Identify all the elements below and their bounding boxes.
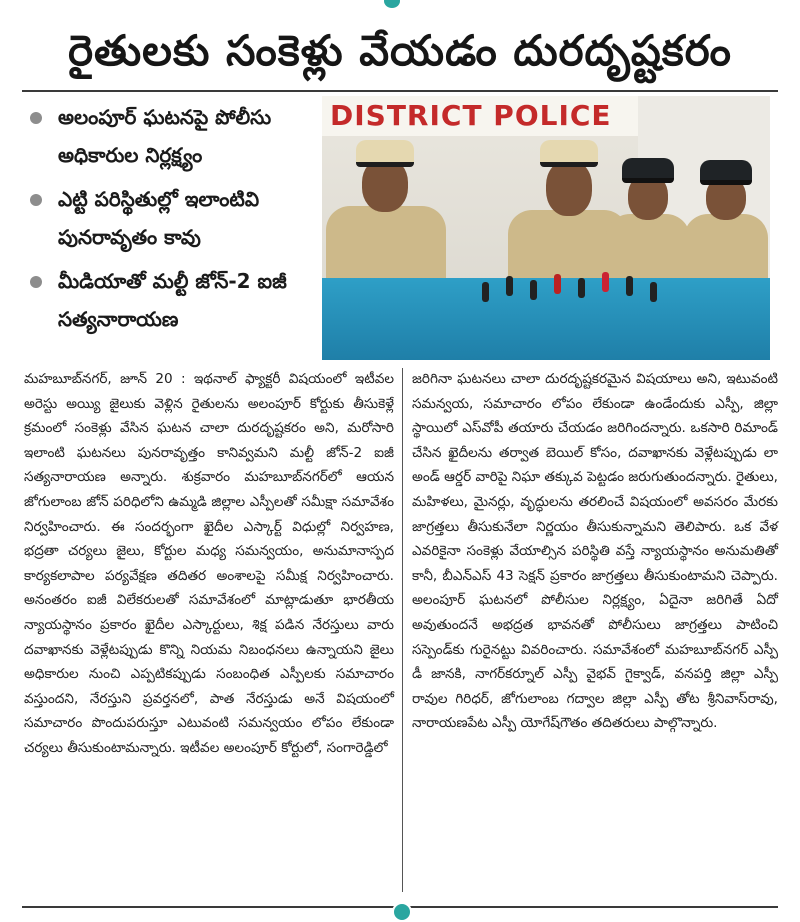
top-ornament <box>384 0 400 8</box>
microphone-icon <box>650 282 657 302</box>
bottom-ornament <box>392 902 412 922</box>
bullet-dot-icon <box>30 276 42 288</box>
article-column-2 <box>412 367 778 895</box>
microphone-icon <box>554 274 561 294</box>
highlight-item <box>28 262 318 338</box>
press-meet-photo <box>322 96 770 360</box>
highlight-text: మీడియాతో మల్టీ జోన్-2 ఐజీ సత్యనారాయణ <box>58 269 287 331</box>
microphone-icon <box>530 280 537 300</box>
microphone-icon <box>626 276 633 296</box>
highlight-item <box>28 180 318 256</box>
highlight-text: అలంపూర్ ఘటనపై పోలీసు అధికారుల నిర్లక్ష్యం <box>58 105 272 167</box>
district-police-banner: DISTRICT POLICE <box>322 96 646 136</box>
conference-table <box>322 278 770 360</box>
headline-rule <box>22 90 778 92</box>
bullet-dot-icon <box>30 194 42 206</box>
headline: రైతులకు సంకెళ్లు వేయడం దురదృష్టకరం <box>68 26 732 75</box>
article-text: మహబూబ్‌నగర్, జూన్ 20 : ఇథనాల్ ఫ్యాక్టరీ విషయంలో ఇటీవల అరెస్టు అయ్యి జైలుకు వెళ్లిన రైతులను అలంపూర్ కోర్టుకు తీసుకెళ్లే క్రమంలో సంకెళ్లు వేసిన ఘటన చాలా దురదృష్టకరం అని, మరోసారి ఇలాంటి ఘటనలు పునరావృత్తం కానివ్వమని మల్టీ జోన్-2 ఐజీ సత్యనారాయణ అన్నారు. శుక్రవారం మహబూబ్‌నగర్‌లో ఆయన జోగులాంబ జోన్ పరిధిలోని ఉమ్మడి జిల్లాల ఎస్పీలతో సమీక్షా సమావేశం నిర్వహించారు. ఈ సందర్భంగా ఖైదీల ఎస్కార్ట్ విధుల్లో నిర్వహణ, భద్రతా చర్యలు జైలు, కోర్టుల మధ్య సమన్వయం, అనుమానాస్పద కార్యకలాపాల పర్యవేక్షణ తదితర అంశాలపై సమీక్ష నిర్వహించారు. అనంతరం ఐజీ విలేకరులతో సమావేశంలో మాట్లాడుతూ భారతీయ న్యాయస్థానం ప్రకారం ఖైదీల ఎస్కార్టులు, శిక్ష పడిన నేరస్తులు వారు దవాఖానకు వెళ్లేటప్పుడు కొన్ని నియమ నిబంధనలు ఉన్నాయని జైలు అధికారుల నుంచి ఎప్పటికప్పుడు సంబంధిత ఎస్పీలకు సమాచారం వస్తుందని, నేరస్తుని ప్రవర్తనలో, పాత నేరస్తుడు అనే విషయంలో సమాచారం పొందుపరుస్తూ ఎటువంటి సమన్వయం లోపం లేకుండా చర్యలు తీసుకుంటామన్నారు. ఇటీవల అలంపూర్ కోర్టులో, సంగారెడ్డిలో <box>24 371 394 756</box>
highlights-list <box>28 98 318 360</box>
article-text: జరిగినా ఘటనలు చాలా దురదృష్టకరమైన విషయాలు అని, ఇటువంటి సమన్వయ, సమాచారం లోపం లేకుండా ఉండేందుకు ఎస్పీ, జిల్లా స్థాయిలో ఎస్‌వోపీ తయారు చేయడం జరిగిందన్నారు. ఒకసారి రిమాండ్ చేసిన ఖైదీలను తర్వాత బెయిల్ కోసం, దవాఖానకు వెళ్లేటప్పుడు లా అండ్ ఆర్డర్ వారిపై నిఘా తక్కువ పెట్టడం జరుగుతుందన్నారు. రైతులు, మహిళలు, మైనర్లు, వృద్ధులను తరలించే విషయంలో అవసరం మేరకు జాగ్రత్తలు తీసుకునేలా నిర్ణయం తీసుకున్నామని తెలిపారు. ఒక వేళ ఎవరికైనా సంకెళ్లు వేయాల్సిన పరిస్థితి వస్తే న్యాయస్థానం అనుమతితో కానీ, బీఎన్ఎస్ 43 సెక్షన్ ప్రకారం జాగ్రత్తలు తీసుకుంటామని చెప్పారు. అలంపూర్ ఘటనలో పోలీసుల నిర్లక్ష్యం, ఏదైనా జరిగితే ఏదో అవుతుందనే అభద్రత భావనతో పోలీసులు జాగ్రత్తలు పాటించి సస్పెండ్‌కు గురైనట్టు వివరించారు. సమావేశంలో మహబూబ్‌నగర్ ఎస్పీ డీ జానకి, నాగర్‌కర్నూల్ ఎస్పీ వైభవ్ గైక్వాడ్, వనపర్తి జిల్లా ఎస్పీ రావుల గిరిధర్, జోగులాంబ గద్వాల జిల్లా ఎస్పీ తోట శ్రీనివాస్‌రావు, నారాయణపేట ఎస్పీ యోగేష్‌గౌతం తదితరులు పాల్గొన్నారు. <box>412 371 778 732</box>
microphone-icon <box>482 282 489 302</box>
highlight-item <box>28 98 318 174</box>
bullet-dot-icon <box>30 112 42 124</box>
microphone-icon <box>506 276 513 296</box>
highlight-text: ఎట్టి పరిస్థితుల్లో ఇలాంటివి పునరావృతం కావు <box>58 187 260 249</box>
microphone-icon <box>578 278 585 298</box>
microphone-icon <box>602 272 609 292</box>
article-column-1 <box>24 367 394 895</box>
column-divider <box>402 368 403 892</box>
